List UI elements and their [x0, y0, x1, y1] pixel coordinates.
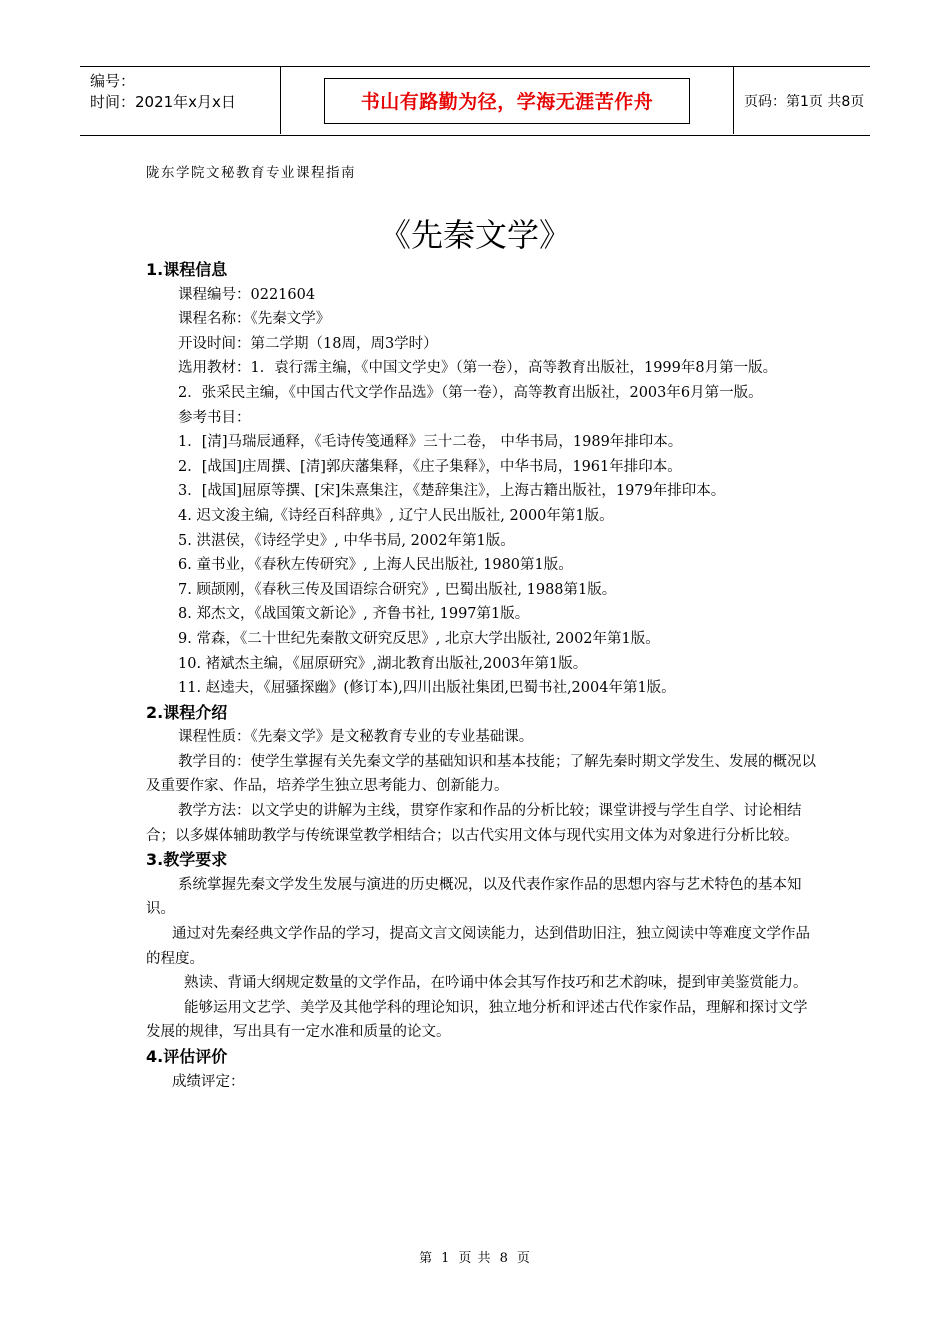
reference-item: 1．[清]马瑞辰通释，《毛诗传笺通释》三十二卷， 中华书局，1989年排印本。 — [178, 434, 683, 451]
course-nature: 课程性质：《先秦文学》是文秘教育专业的专业基础课。 — [178, 729, 534, 746]
doc-title: 《先秦文学》 — [378, 216, 571, 254]
doc-content — [146, 258, 816, 1094]
footer-prefix: 第 — [419, 1251, 434, 1266]
grading-label: 成绩评定： — [172, 1073, 245, 1090]
reference-item: 8. 郑杰文，《战国策文新论》, 齐鲁书社, 1997第1版。 — [178, 606, 530, 623]
requirement-1: 系统掌握先秦文学发生发展与演进的历史概况，以及代表作家作品的思想内容与艺术特色的基本知识。 — [146, 876, 802, 918]
footer-mid: 页 共 — [458, 1251, 492, 1266]
reference-item: 3．[战国]屈原等撰、[宋]朱熹集注，《楚辞集注》，上海古籍出版社，1979年排印本。 — [178, 483, 726, 500]
header-meta — [80, 67, 280, 134]
time-label: 时间：2021年x月x日 — [90, 93, 236, 111]
textbook-1: 选用教材：1．袁行霈主编，《中国文学史》（第一卷），高等教育出版社，1999年8月第一版。 — [178, 360, 778, 377]
section-heading-1: 1.课程信息 — [146, 260, 228, 279]
motto: 书山有路勤为径，学海无涯苦作舟 — [324, 78, 690, 124]
header-table — [80, 66, 870, 136]
teaching-method: 教学方法：以文学史的讲解为主线，贯穿作家和作品的分析比较；课堂讲授与学生自学、讨论相结合；以多媒体辅助教学与传统课堂教学相结合；以古代实用文体与现代实用文体为对象进行分析比较。 — [146, 803, 802, 844]
footer-page-number: 1 — [441, 1251, 451, 1266]
page-footer — [0, 1247, 950, 1266]
course-name: 课程名称：《先秦文学》 — [178, 311, 331, 328]
footer-suffix: 页 — [516, 1251, 531, 1266]
section-heading-2: 2.课程介绍 — [146, 702, 228, 722]
reference-item: 10. 褚斌杰主编，《屈原研究》,湖北教育出版社,2003年第1版。 — [178, 655, 588, 672]
footer-page-total: 8 — [499, 1251, 509, 1266]
requirement-3: 熟读、背诵大纲规定数量的文学作品，在吟诵中体会其写作技巧和艺术韵味，提到审美鉴赏能力。 — [184, 975, 808, 992]
reference-item: 7. 顾颉刚，《春秋三传及国语综合研究》, 巴蜀出版社, 1988第1版。 — [178, 581, 617, 598]
course-schedule: 开设时间：第二学期（18周，周3学时） — [178, 335, 438, 352]
requirement-4: 能够运用文艺学、美学及其他学科的理论知识，独立地分析和评述古代作家作品，理解和探讨文学发展的规律，写出具有一定水准和质量的论文。 — [146, 999, 808, 1041]
number-label: 编号： — [90, 72, 136, 90]
doc-subtitle: 陇东学院文秘教育专业课程指南 — [146, 165, 356, 181]
reference-item: 11. 赵逵夫，《屈骚探幽》(修订本),四川出版社集团,巴蜀书社,2004年第1版。 — [178, 680, 676, 697]
textbook-2: 2．张采民主编，《中国古代文学作品选》（第一卷），高等教育出版社，2003年6月第一版。 — [178, 384, 763, 401]
reference-item: 9. 常森，《二十世纪先秦散文研究反思》, 北京大学出版社, 2002年第1版。 — [178, 630, 660, 647]
reference-item: 6. 童书业，《春秋左传研究》, 上海人民出版社, 1980第1版。 — [178, 557, 573, 574]
reference-item: 5. 洪湛侯，《诗经学史》, 中华书局, 2002年第1版。 — [178, 532, 515, 549]
reference-item: 4. 迟文浚主编,《诗经百科辞典》, 辽宁人民出版社, 2000年第1版。 — [178, 507, 614, 524]
section-heading-4: 4.评估评价 — [146, 1047, 228, 1066]
requirement-2: 通过对先秦经典文学作品的学习，提高文言文阅读能力，达到借助旧注，独立阅读中等难度文学作品的程度。 — [146, 926, 810, 967]
course-number: 课程编号：0221604 — [178, 286, 316, 303]
references-label: 参考书目： — [178, 409, 251, 426]
section-heading-3: 3.教学要求 — [146, 850, 228, 870]
header-page-label: 页码：第1页 共8页 — [744, 93, 865, 110]
teaching-goal: 教学目的：使学生掌握有关先秦文学的基础知识和基本技能；了解先秦时期文学发生、发展的概况以及重要作家、作品，培养学生独立思考能力、创新能力。 — [146, 753, 816, 795]
reference-item: 2．[战国]庄周撰、[清]郭庆藩集释，《庄子集释》，中华书局，1961年排印本。 — [178, 458, 682, 475]
header-motto-cell — [280, 67, 734, 134]
